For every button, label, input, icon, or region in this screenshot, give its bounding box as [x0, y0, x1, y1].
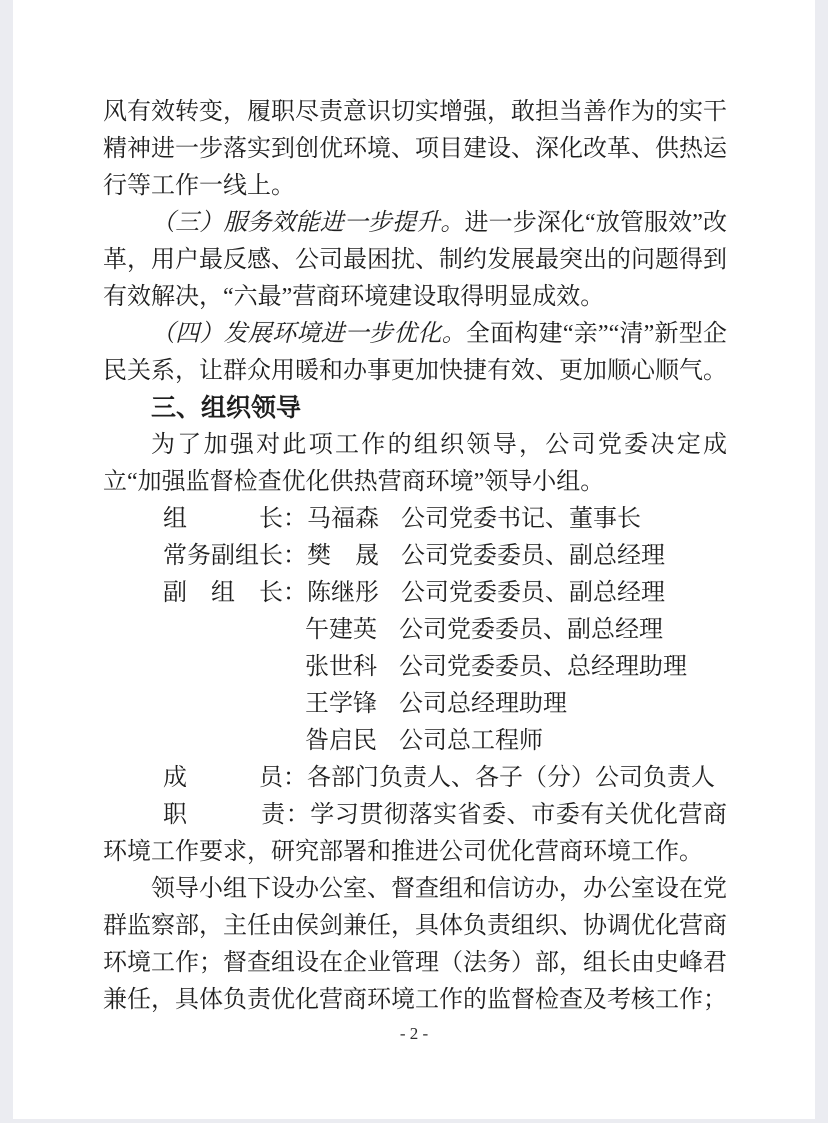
role-line: [103, 797, 727, 871]
person-name: 王学锋: [305, 691, 377, 717]
person-title: 公司党委委员、副总经理: [401, 580, 665, 606]
paragraph: [103, 427, 727, 501]
role-name-line: [103, 612, 727, 649]
person-name: 午建英: [305, 617, 377, 643]
role-line: [103, 760, 727, 797]
numbered-subsection-paragraph: [103, 205, 727, 316]
person-name: 马福森: [307, 506, 379, 532]
role-text: 学习贯彻落实省委、市委有关优化营商环境工作要求，研究部署和推进公司优化营商环境工作。: [103, 802, 728, 865]
role-name-line: [103, 723, 727, 760]
paragraph-text: 领导小组下设办公室、督查组和信访办，办公室设在党群监察部，主任由侯剑兼任，具体负责组织、协调优化营商环境工作；督查组设在企业管理（法务）部，组长由史峰君兼任，具体负责优化营商环境工作的监督检查及考核工作；: [103, 876, 727, 1013]
role-text: 各部门负责人、各子（分）公司负责人: [307, 765, 715, 791]
role-name-line: [103, 686, 727, 723]
person-title: 公司党委委员、副总经理: [399, 617, 663, 643]
person-title: 公司党委委员、副总经理: [401, 543, 665, 569]
role-label: 成 员：: [163, 765, 307, 791]
numbered-subsection-paragraph: [103, 316, 727, 390]
page-number: - 2 -: [399, 1024, 429, 1043]
person-name: 陈继彤: [307, 580, 379, 606]
paragraph-text: 风有效转变，履职尽责意识切实增强，敢担当善作为的实干精神进一步落实到创优环境、项目建设、深化改革、供热运行等工作一线上。: [103, 99, 727, 199]
role-line: [103, 575, 727, 612]
person-title: 公司党委书记、董事长: [401, 506, 641, 532]
paragraph-text: 全面构建“亲”“清”新型企民关系，让群众用暖和办事更加快捷有效、更加顺心顺气。: [103, 321, 728, 384]
person-title: 公司总工程师: [399, 728, 543, 754]
person-name: 昝启民: [305, 728, 377, 754]
subsection-title: （三）服务效能进一步提升。: [151, 210, 465, 236]
role-label: 组 长：: [163, 506, 307, 532]
section-heading: [103, 390, 727, 427]
subsection-title: （四）发展环境进一步优化。: [151, 321, 466, 347]
person-name: 樊 晟: [307, 543, 379, 569]
person-title: 公司党委委员、总经理助理: [399, 654, 687, 680]
role-label: 副 组 长：: [163, 580, 307, 606]
role-line: [103, 538, 727, 575]
role-line: [103, 501, 727, 538]
role-name-line: [103, 649, 727, 686]
document-page: [13, 0, 815, 1119]
paragraph-text: 为了加强对此项工作的组织领导，公司党委决定成立“加强监督检查优化供热营商环境”领导小组。: [103, 432, 727, 495]
role-label: 职 责：: [163, 802, 311, 828]
person-name: 张世科: [305, 654, 377, 680]
paragraph-text: 进一步深化“放管服效”改革，用户最反感、公司最困扰、制约发展最突出的问题得到有效解决，“六最”营商环境建设取得明显成效。: [103, 210, 728, 310]
role-label: 常务副组长：: [163, 543, 307, 569]
person-title: 公司总经理助理: [399, 691, 567, 717]
paragraph: [103, 871, 727, 1019]
section-heading-text: 三、组织领导: [151, 394, 302, 422]
paragraph: [103, 94, 727, 205]
document-text: [103, 94, 727, 1019]
